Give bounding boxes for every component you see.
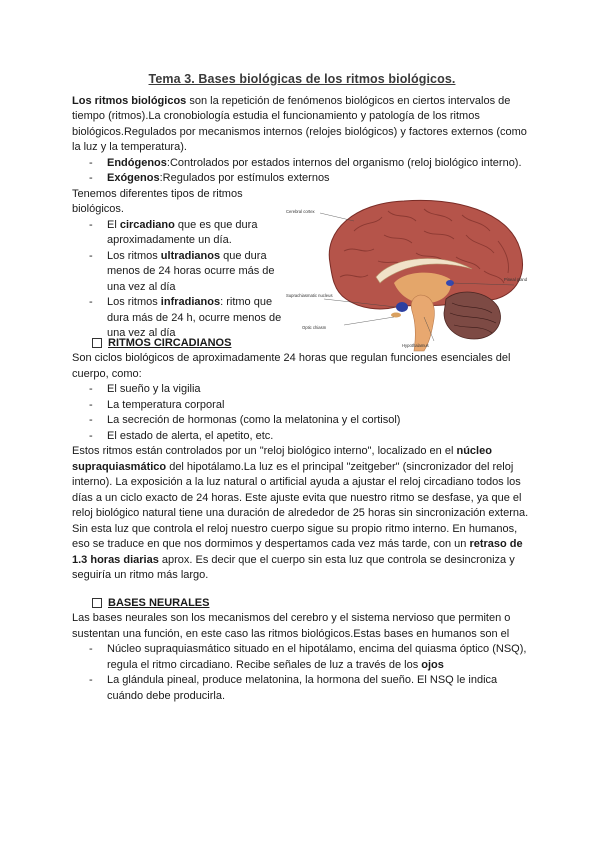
- page-title: Tema 3. Bases biológicas de los ritmos biológicos.: [148, 72, 456, 86]
- document-page: [72, 72, 532, 704]
- circadian-list: [72, 382, 532, 444]
- list-item: - La secreción de hormonas (como la melatonina y el cortisol): [89, 413, 532, 429]
- list-item: - El circadiano que es que dura aproximadamente un día.: [89, 218, 284, 249]
- regulation-list: [72, 156, 532, 187]
- label-nucleus: Suprachiasmatic nucleus: [286, 292, 333, 298]
- label-hypothalamus: Hypothalamus: [402, 342, 429, 348]
- suprachiasmatic-nucleus-shape: [396, 302, 408, 312]
- section-heading-neural: BASES NEURALES: [72, 596, 532, 612]
- neural-list: [72, 642, 532, 704]
- intro-paragraph: Los ritmos biológicos son la repetición de fenómenos biológicos en ciertos intervalos de tiempo (ritmos).La cronobiología estudia el funcionamiento y patología de los ritmos biológicos.Regulados por mecanismos internos (relojes biológicos) y factores externos (como la luz y la temperatura).: [72, 94, 527, 153]
- types-list: [72, 218, 284, 342]
- circadian-intro: Son ciclos biológicos de aproximadamente 24 horas que regulan funciones esenciales del cuerpo, como:: [72, 352, 511, 380]
- circadian-paragraph-2: Sin esta luz que controla el reloj nuestro cuerpo sigue su propio ritmo interno. En humanos, eso se traduce en que nos dormimos y despertamos cada vez más tarde, con un retraso de 1.3 horas diarias aprox. Es decir que el cuerpo sin esta luz que controla se desincroniza y seguiría un ritmo más largo.: [72, 522, 523, 581]
- label-chiasm: Optic chiasm: [302, 324, 327, 330]
- optic-chiasm-shape: [391, 312, 401, 317]
- section-heading-circadian: RITMOS CIRCADIANOS: [72, 336, 532, 352]
- circadian-paragraph-1: Estos ritmos están controlados por un "reloj biológico interno", localizado en el núcleo supraquiasmático del hipotálamo.La luz es el principal "zeitgeber" (sincronizador del reloj interno). La exposición a la luz natural o artificial ayuda a ajustar el reloj circadiano todos los días a un ciclo exacto de 24 horas. Este ajuste evita que nuestro ritmo se desfase, ya que el reloj biológico natural tiene una duración de alrededor de 25 horas sin sincronización externa.: [72, 445, 529, 519]
- types-column: [72, 187, 284, 342]
- list-item: - El sueño y la vigilia: [89, 382, 532, 398]
- list-item: - Los ritmos ultradianos que dura menos de 24 horas ocurre más de una vez al día: [89, 249, 284, 296]
- types-intro: Tenemos diferentes tipos de ritmos biológicos.: [72, 187, 243, 215]
- list-item: - Exógenos:Regulados por estímulos externos: [89, 171, 532, 187]
- checkbox-icon[interactable]: [92, 598, 102, 608]
- list-item: - La temperatura corporal: [89, 398, 532, 414]
- label-pineal: Pineal gland: [504, 276, 528, 282]
- list-item: - El estado de alerta, el apetito, etc.: [89, 429, 532, 445]
- intro-bold: Los ritmos biológicos: [72, 94, 187, 107]
- list-item: - Endógenos:Controlados por estados internos del organismo (reloj biológico interno).: [89, 156, 532, 172]
- label-cortex: Cerebral cortex: [286, 208, 315, 214]
- list-item: - La glándula pineal, produce melatonina, la hormona del sueño. El NSQ le indica cuándo debe producirla.: [89, 673, 532, 704]
- list-item: - Núcleo supraquiasmático situado en el hipotálamo, encima del quiasma óptico (NSQ), regula el ritmo circadiano. Recibe señales de luz a través de los ojos: [89, 642, 532, 673]
- list-item: - Los ritmos infradianos: ritmo que dura más de 24 h, ocurre menos de una vez al día: [89, 295, 284, 342]
- brain-diagram: [284, 191, 534, 353]
- neural-intro: Las bases neurales son los mecanismos del cerebro y el sistema nervioso que permiten o sustentan una función, en este caso las ritmos biológicos.Estas bases en humanos son el: [72, 612, 511, 640]
